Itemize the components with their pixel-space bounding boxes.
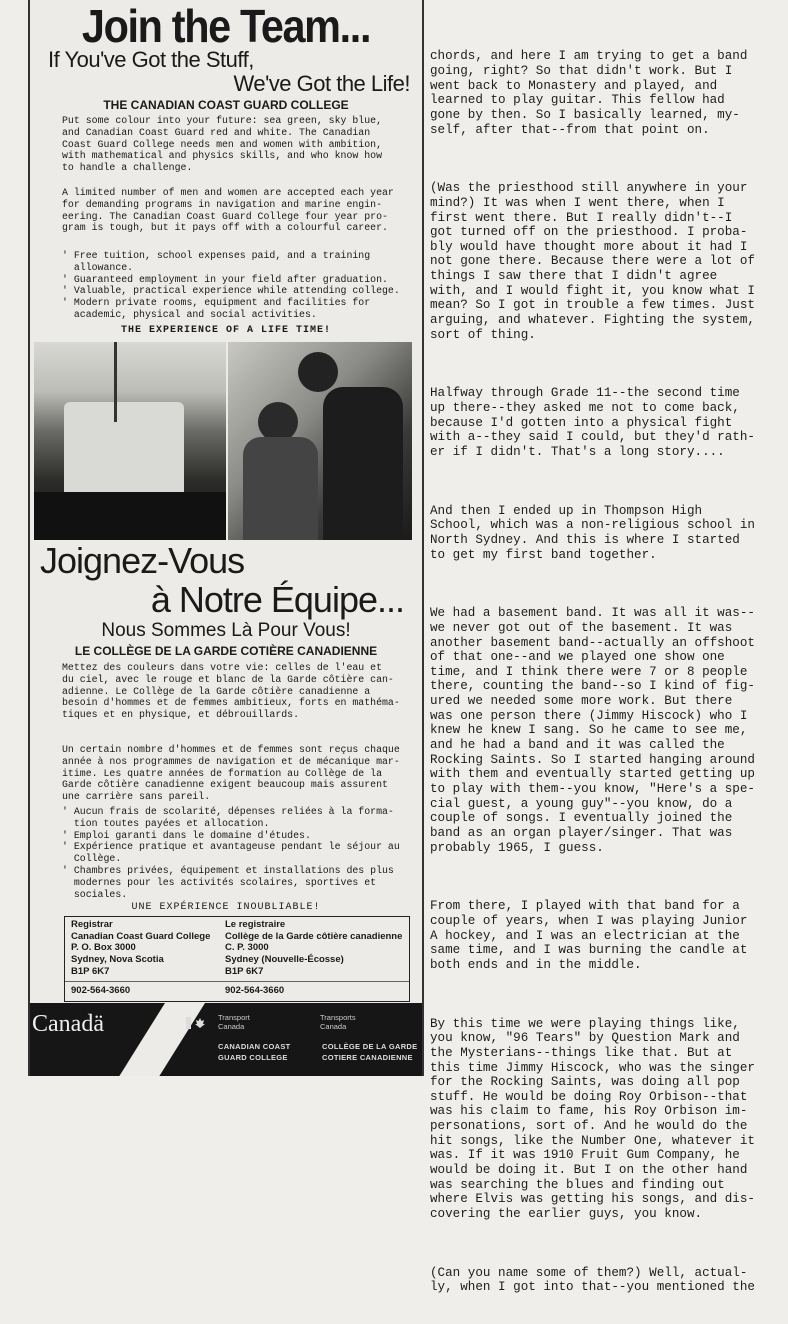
ad-bullets-en: ' Free tuition, school expenses paid, and a training allowance. ' Guaranteed employment in your field after graduation. ' Valuable, practical experience while attending college. ' Modern private rooms, equipment and facilities for academic, physical and social activities.: [62, 250, 400, 320]
ad-subheadline-1: If You've Got the Stuff,: [48, 47, 254, 72]
college-name-fr: LE COLLÈGE DE LA GARDE COTIÈRE CANADIENNE: [74, 644, 378, 658]
photo-coast-guard-boat: [34, 342, 226, 540]
ad-headline: Join the Team...: [81, 0, 371, 52]
article-paragraph: Halfway through Grade 11--the second time up there--they asked me not to come back, because I'd gotten into a physical fight with a--they said I could, but they'd rath- er if I didn't. That's a long story....: [430, 386, 755, 459]
footer-college-fr: COLLÈGE DE LA GARDE COTIERE CANADIENNE: [322, 1042, 418, 1062]
phone-fr: 902-564-3660: [225, 985, 285, 996]
article-paragraph: And then I ended up in Thompson High School, which was a non-religious school in North Sydney. And this is where I started to get my first band together.: [430, 503, 755, 562]
college-name-en: THE CANADIAN COAST GUARD COLLEGE: [103, 98, 349, 112]
canada-wordmark: Canadä: [32, 1011, 104, 1037]
article-paragraph: We had a basement band. It was all it was-- we never got out of the basement. It was another basement band--actually an offshoot of that one--and we played one show one time, and I think there were 7 or 8 people there, counting the band--so I kind of fig- ured we needed some more work. But there was one person there (Jimmy Hiscock) who I knew he knew I sang. So he came to see me, and he had a band and it was called the Rocking Saints. So I started hanging around with them and eventually started getting up to play with them--you know, "Here's a spe- cial guest, a young guy"--you know, do a couple of songs. I eventually joined the band as an organ player/singer. That was probably 1965, I guess.: [430, 606, 755, 855]
government-footer-band: [30, 1003, 422, 1076]
ad-headline-fr-1: Joignez-Vous: [40, 540, 245, 581]
ad-headline-fr-2: à Notre Équipe...: [150, 579, 404, 620]
article-paragraph: From there, I played with that band for a couple of years, when I was playing Junior A hockey, and I was an electrician at the same time, and I was burning the candle at both ends and in the middle.: [430, 899, 748, 972]
interview-article-column: [430, 20, 780, 1324]
article-paragraph: chords, and here I am trying to get a band going, right? So that didn't work. But I went back to Monastery and played, and learned to play guitar. This fellow had gone by then. So I basically learned, my- self, after that--from that point on.: [430, 49, 748, 137]
transport-canada-en: Transport Canada: [218, 1013, 250, 1031]
tagline-en: THE EXPERIENCE OF A LIFE TIME!: [120, 325, 332, 336]
article-paragraph: (Can you name some of them?) Well, actual- ly, when I got into that--you mentioned the: [430, 1265, 755, 1295]
ad-paragraph-fr-2: Un certain nombre d'hommes et de femmes sont reçus chaque année à nos programmes de navigation et de mécanique mar- itime. Les quatre années de formation au Collège de la Garde côtière canadienne exigent beaucoup mais assurent une carrière sans pareil.: [62, 744, 400, 803]
ad-bullets-fr: ' Aucun frais de scolarité, dépenses reliées à la forma- tion toutes payées et allocation. ' Emploi garanti dans le domaine d'études. ' Expérience pratique et avantageuse pendant le séjour au Collège. ' Chambres privées, équipement et installations des plus modernes pour les activités scolaires, sportives et sociales.: [62, 806, 400, 900]
ad-paragraph-fr-1: Mettez des couleurs dans votre vie: celles de l'eau et du ciel, avec le rouge et blanc de la Garde côtière can- adienne. Le Collège de la Garde côtière canadienne a besoin d'hommes et de femmes ambitieux, forts en mathéma- tiques et en physique, et débrouillards.: [62, 662, 400, 721]
tagline-fr: UNE EXPÉRIENCE INOUBLIABLE!: [131, 902, 321, 913]
canada-flag-icon: [186, 1017, 210, 1029]
article-paragraph: By this time we were playing things like, you know, "96 Tears" by Question Mark and the Mysterians--things like that. But at this time Jimmy Hiscock, who was the singer for the Rocking Saints, was doing all pop stuff. He would be doing Roy Orbison--that was his claim to fame, his Roy Orbison im- personations, sort of. And he would do the hit songs, like the Number One, whatever it was. If it was 1910 Fruit Gum Company, he would be doing it. But I on the other hand was searching the blues and finding out where Elvis was getting his songs, and dis- covering the earlier guys, you know.: [430, 1016, 755, 1222]
phone-en: 902-564-3660: [71, 985, 131, 996]
ad-paragraph-en-2: A limited number of men and women are accepted each year for demanding programs in navigation and marine engin- eering. The Canadian Coast Guard College four year pro- gram is tough, but it pays off with a colourful career.: [62, 187, 394, 234]
ad-subheadline-fr: Nous Sommes Là Pour Vous!: [101, 620, 351, 641]
contact-address-box: [64, 916, 410, 1002]
address-en: Registrar Canadian Coast Guard College P. O. Box 3000 Sydney, Nova Scotia B1P 6K7: [71, 919, 211, 977]
ad-subheadline-2: We've Got the Life!: [233, 71, 410, 96]
photo-students-microscope: [228, 342, 412, 540]
footer-college-en: CANADIAN COAST GUARD COLLEGE: [218, 1042, 291, 1062]
transport-canada-fr: Transports Canada: [320, 1013, 356, 1031]
coast-guard-advertisement: [28, 0, 424, 1076]
ad-paragraph-en-1: Put some colour into your future: sea green, sky blue, and Canadian Coast Guard red and white. The Canadian Coast Guard College needs men and women with ambition, with mathematical and physics skills, and who know how to handle a challenge.: [62, 115, 383, 174]
article-paragraph: (Was the priesthood still anywhere in your mind?) It was when I went there, when I first went there. But I really didn't--I got turned off on the priesthood. I proba- bly would have thought more about it had I not gone there. Because there were a lot of things I saw there that I didn't agree with, and I would fight it, you know what I mean? So I got in trouble a few times. Just arguing, and whatever. Fighting the system, sort of thing.: [430, 181, 755, 342]
address-fr: Le registraire Collège de la Garde côtière canadienne C. P. 3000 Sydney (Nouvelle-Écosse) B1P 6K7: [225, 919, 403, 977]
